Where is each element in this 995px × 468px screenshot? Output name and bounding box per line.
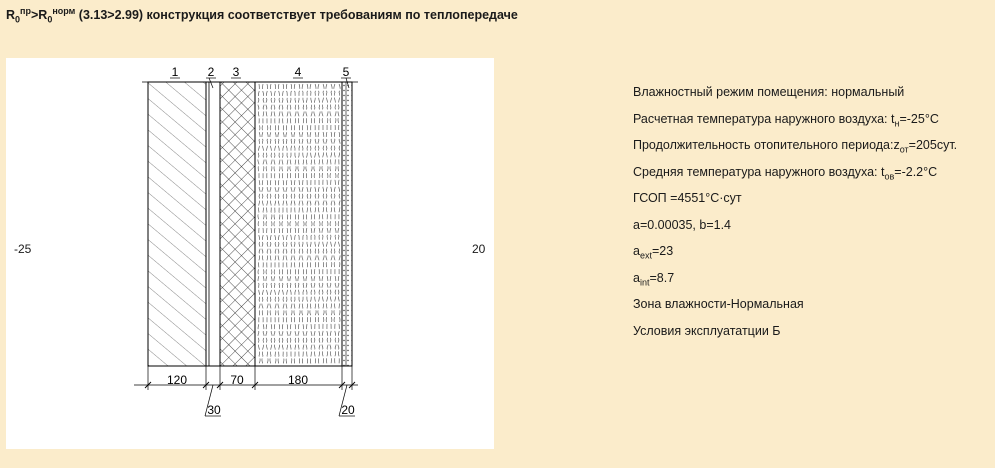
layer-2-rect (206, 82, 220, 366)
compliance-header: $R_0^{пр}>R_0^{норм}$ (3.13>2.99) конструкция соответствует требованиям по теплопередаче (6, 6, 518, 25)
dimension-layer-4: 180 (287, 373, 309, 387)
degree-days: ГСОП =4551°C·сут (633, 191, 742, 205)
alpha-ext: $a_{ext}=23$ (633, 244, 674, 261)
average-outdoor-temp: Средняя температура наружного воздуха: $t_{ов}=-2.2^\circ C$ (633, 164, 938, 181)
layer-number-2: 2 (207, 65, 215, 79)
humidity-zone: Зона влажности-Нормальная (633, 297, 804, 311)
layer-number-4: 4 (294, 65, 302, 79)
layer-number-5: 5 (342, 65, 350, 79)
outdoor-design-temp: Расчетная температура наружного воздуха: $t_н=-25^\circ C$ (633, 111, 939, 128)
layer-number-1: 1 (171, 65, 179, 79)
humidity-mode: Влажностный режим помещения: нормальный (633, 85, 905, 99)
wall-section-drawing (6, 58, 494, 449)
layer-1-rect (148, 82, 206, 366)
heating-period-duration: Продолжительность отопительного $периода:z_{от}=205сут$. (633, 138, 958, 155)
layer-5-rect (342, 82, 352, 366)
wall-section-panel (6, 58, 494, 449)
alpha-int: $a_{int}=8.7$ (633, 270, 675, 287)
inside-temperature: 20 (472, 242, 486, 256)
dimension-layer-3: 70 (230, 373, 244, 387)
callout-layer-2: 30 (207, 403, 221, 417)
conditions-panel (633, 86, 957, 351)
coefficients-ab: a=0.00035, b=1.4 (633, 217, 732, 232)
outside-temperature: -25 (14, 242, 32, 256)
callout-layer-5: 20 (341, 403, 355, 417)
layer-3-rect (220, 82, 255, 366)
exploitation-conditions: Условия эксплуататции Б (633, 323, 781, 338)
layer-number-3: 3 (232, 65, 240, 79)
dimension-layer-1: 120 (166, 373, 188, 387)
layer-4-rect (255, 82, 342, 366)
